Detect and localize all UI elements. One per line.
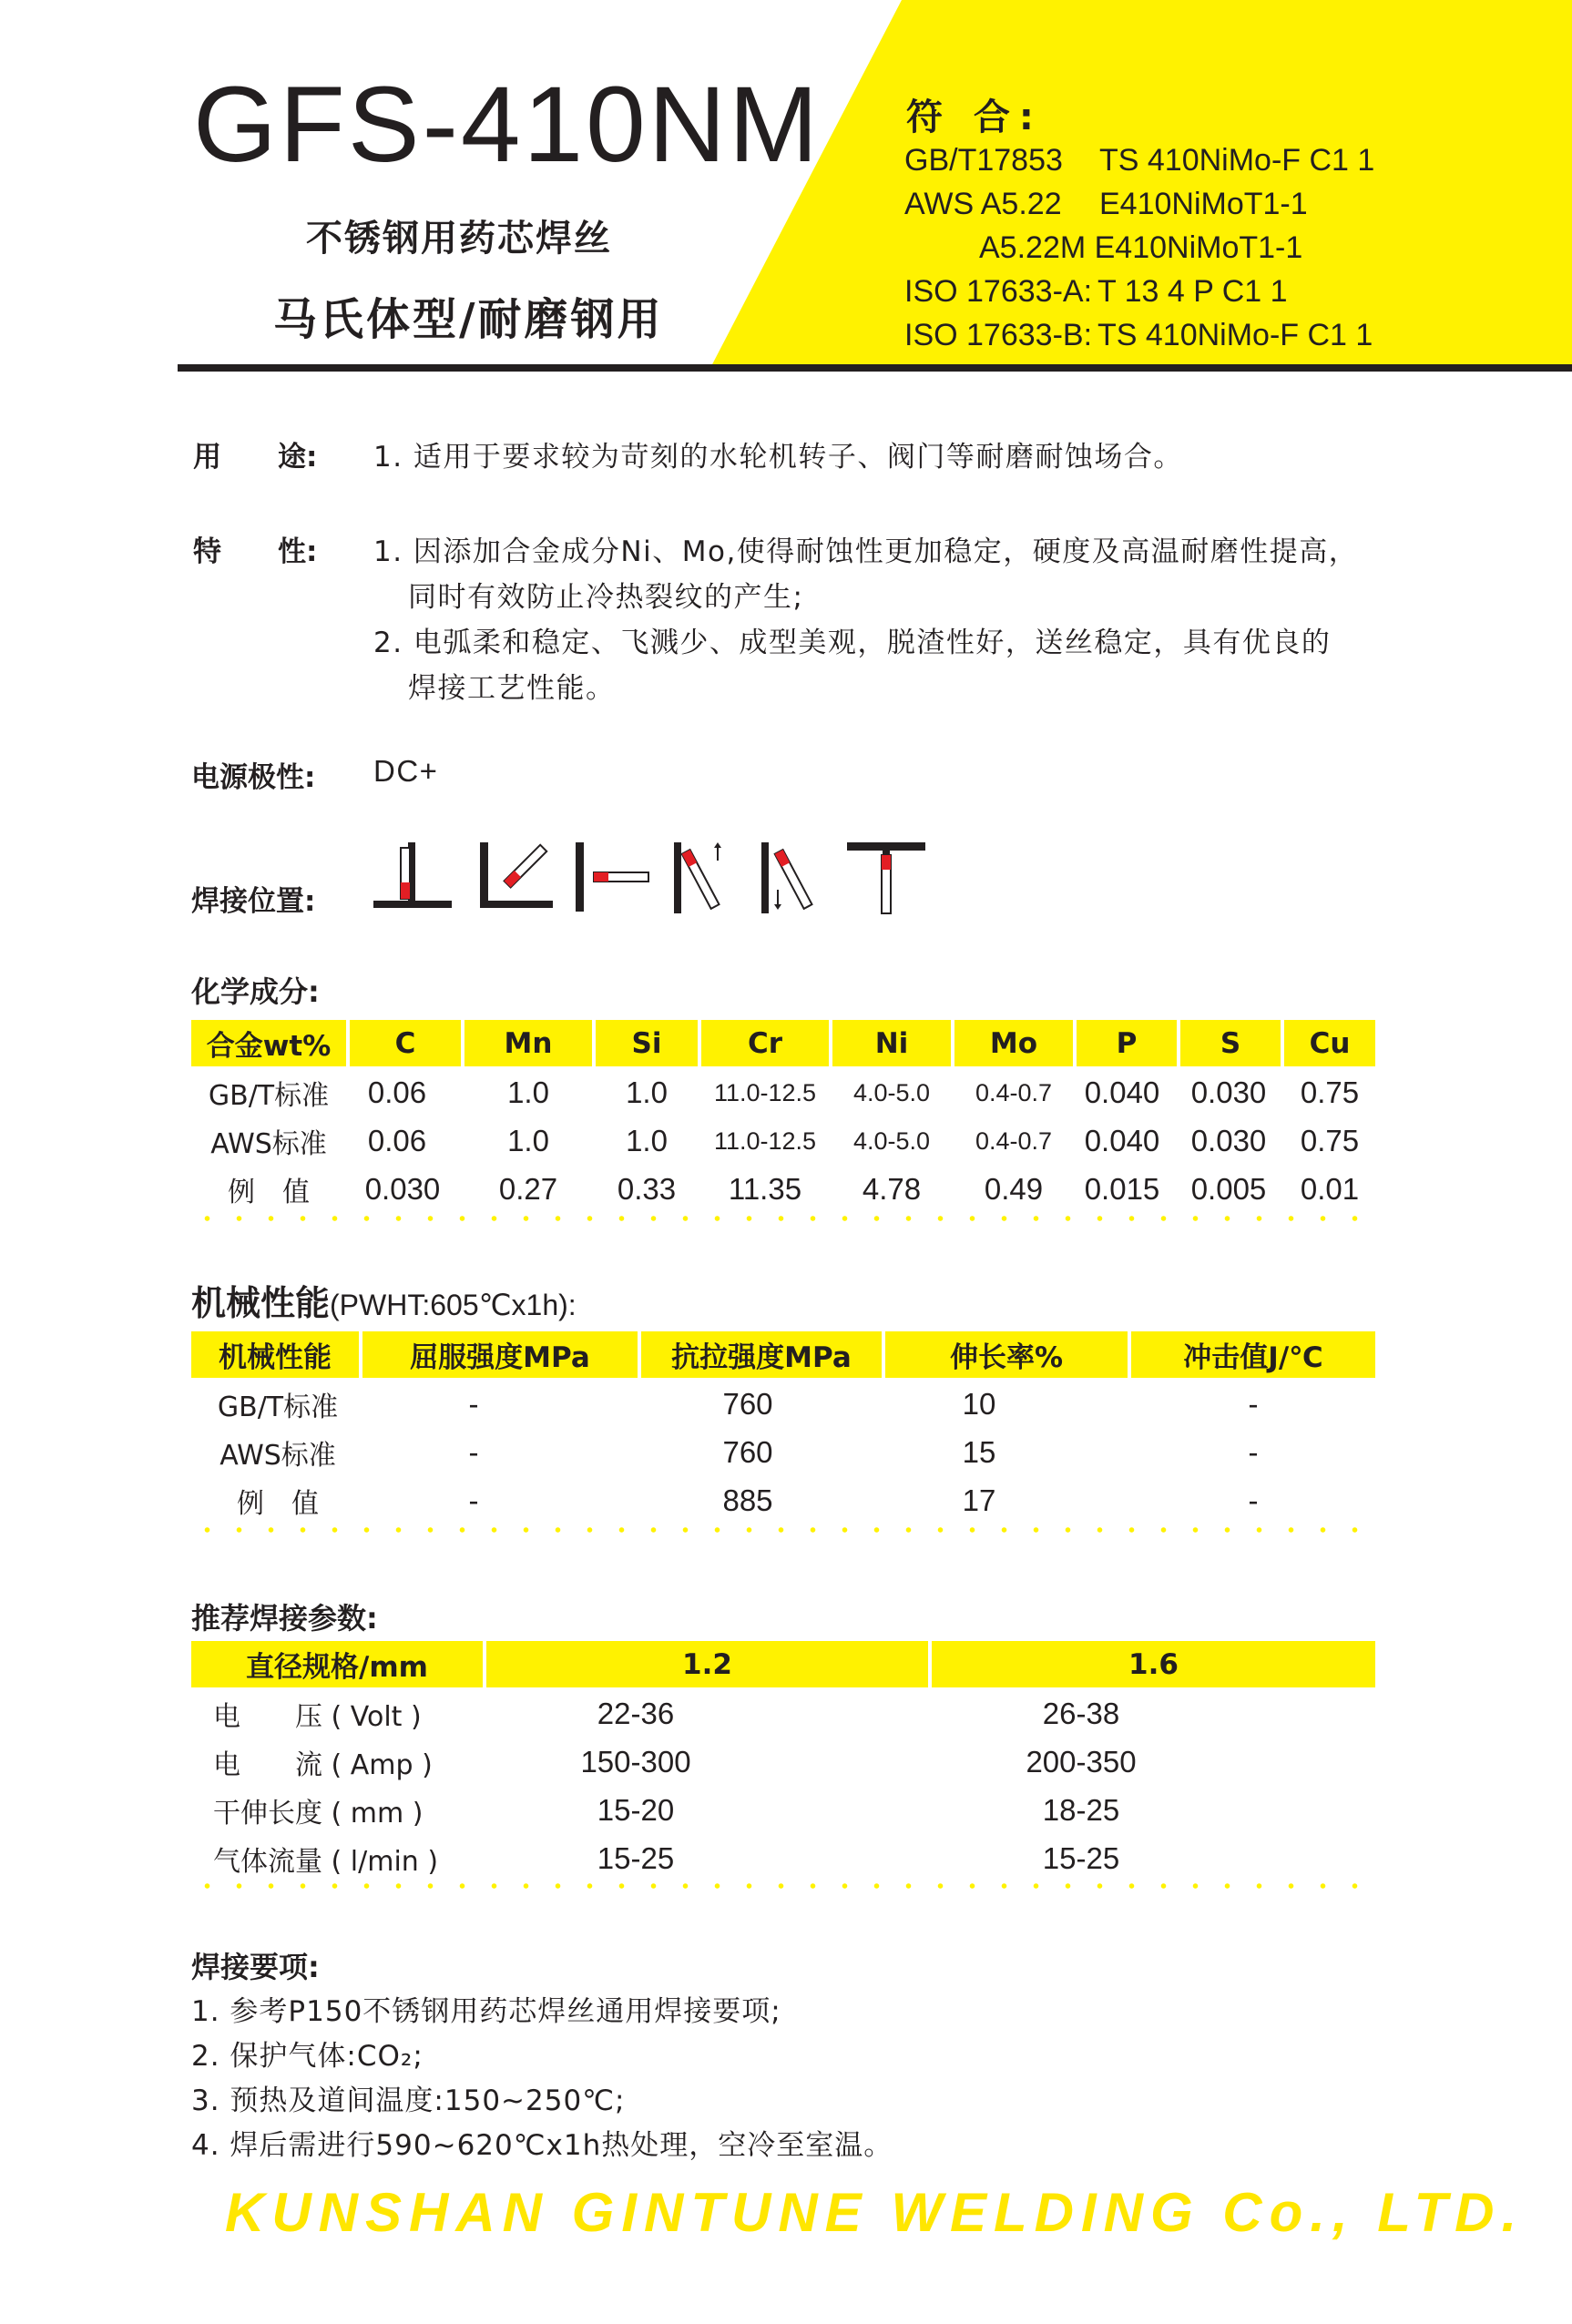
horizontal-position-icon xyxy=(576,842,650,912)
table-cell: 4.0-5.0 xyxy=(852,1078,931,1106)
mechanical-header-yield: 屈服强度MPa xyxy=(362,1331,638,1378)
parameters-header-diameter: 直径规格/mm xyxy=(191,1641,483,1687)
table-cell: 11.35 xyxy=(728,1172,802,1206)
table-cell: 气体流量 ( l/min ) xyxy=(213,1846,439,1878)
mechanical-header-elongation: 伸长率% xyxy=(885,1331,1128,1378)
usage-line-1: 1. 适用于要求较为苛刻的水轮机转子、阀门等耐磨耐蚀场合。 xyxy=(373,441,1183,474)
table-cell: 电 流 ( Amp ) xyxy=(213,1749,433,1781)
parameters-header-1-2: 1.2 xyxy=(486,1641,928,1687)
vertical-down-position-icon xyxy=(761,842,825,913)
table-cell: 26-38 xyxy=(1042,1697,1120,1730)
company-name: KUNSHAN GINTUNE WELDING Co., LTD. xyxy=(225,2182,1525,2243)
table-cell: - xyxy=(1248,1387,1259,1421)
chemical-header-c: C xyxy=(350,1020,461,1066)
notes-title: 焊接要项: xyxy=(191,1950,320,1984)
table-cell: - xyxy=(468,1435,479,1469)
notes-item-1: 1. 参考P150不锈钢用药芯焊丝通用焊接要项; xyxy=(191,1995,781,2028)
table-cell: 干伸长度 ( mm ) xyxy=(213,1798,424,1830)
features-label: 特 性: xyxy=(193,535,318,568)
table-cell: 10 xyxy=(962,1387,996,1421)
features-line-2: 同时有效防止冷热裂纹的产生; xyxy=(408,581,804,614)
mechanical-dotted-divider xyxy=(191,1527,1375,1533)
positions-label: 焊接位置: xyxy=(191,885,316,918)
table-cell: - xyxy=(1248,1483,1259,1517)
notes-item-3: 3. 预热及道间温度:150~250℃; xyxy=(191,2084,626,2117)
mechanical-title: 机械性能 xyxy=(191,1283,331,1323)
table-cell: 0.33 xyxy=(617,1172,677,1206)
table-cell: 22-36 xyxy=(597,1697,675,1730)
table-cell: 0.49 xyxy=(984,1172,1044,1206)
standard-line-1-left: GB/T17853 xyxy=(904,143,1063,178)
parameters-header-1-6: 1.6 xyxy=(932,1641,1375,1687)
notes-item-4: 4. 焊后需进行590~620℃x1h热处理，空冷至室温。 xyxy=(191,2129,893,2162)
table-cell: AWS标准 xyxy=(210,1128,327,1160)
table-cell: 1.0 xyxy=(626,1075,668,1109)
table-cell: 0.030 xyxy=(1190,1075,1267,1109)
table-cell: 电 压 ( Volt ) xyxy=(213,1701,422,1733)
flat-fillet-position-icon xyxy=(373,842,452,912)
chemical-header-alloy: 合金wt% xyxy=(191,1020,346,1066)
chemical-table xyxy=(191,1020,1375,1220)
table-cell: 4.78 xyxy=(862,1172,922,1206)
product-subtitle: 不锈钢用药芯焊丝 xyxy=(306,218,612,260)
mechanical-title-group xyxy=(191,1275,577,1325)
chemical-header-mo: Mo xyxy=(954,1020,1073,1066)
polarity-label: 电源极性: xyxy=(191,761,316,794)
chemical-title: 化学成分: xyxy=(191,974,320,1009)
table-cell: 200-350 xyxy=(1026,1745,1137,1779)
vertical-up-position-icon xyxy=(674,842,738,913)
table-cell: 0.01 xyxy=(1300,1172,1360,1206)
chemical-header-ni: Ni xyxy=(832,1020,951,1066)
standard-line-1-right: TS 410NiMo-F C1 1 xyxy=(1099,143,1375,178)
table-cell: 0.75 xyxy=(1300,1075,1360,1109)
header-divider xyxy=(178,364,1572,372)
table-cell: 0.040 xyxy=(1084,1124,1160,1157)
mechanical-title-note: (PWHT:605℃x1h): xyxy=(330,1289,577,1321)
product-category: 马氏体型/耐磨钢用 xyxy=(273,294,664,345)
table-cell: GB/T标准 xyxy=(217,1391,339,1423)
features-line-3: 2. 电弧柔和稳定、飞溅少、成型美观，脱渣性好，送丝稳定，具有优良的 xyxy=(373,627,1332,659)
table-cell: 例 值 xyxy=(237,1488,319,1520)
table-cell: 0.015 xyxy=(1084,1172,1160,1206)
table-cell: GB/T标准 xyxy=(208,1080,330,1112)
chemical-header-cr: Cr xyxy=(701,1020,829,1066)
table-cell: 0.06 xyxy=(367,1075,427,1109)
standard-line-2-left: AWS A5.22 xyxy=(904,187,1062,221)
table-cell: 1.0 xyxy=(507,1075,549,1109)
features-line-4: 焊接工艺性能。 xyxy=(408,672,616,705)
table-cell: 0.4-0.7 xyxy=(975,1078,1053,1106)
standard-line-4-right: T 13 4 P C1 1 xyxy=(1097,274,1288,309)
chemical-dotted-divider xyxy=(191,1216,1375,1221)
table-cell: 11.0-12.5 xyxy=(713,1078,817,1106)
features-line-1: 1. 因添加合金成分Ni、Mo,使得耐蚀性更加稳定，硬度及高温耐磨性提高， xyxy=(373,535,1359,568)
notes-item-2: 2. 保护气体:CO₂; xyxy=(191,2040,424,2073)
table-cell: 0.005 xyxy=(1190,1172,1267,1206)
table-cell: 15-25 xyxy=(1042,1841,1120,1875)
table-cell: 15-20 xyxy=(597,1793,675,1827)
polarity-value: DC+ xyxy=(373,754,439,788)
overhead-position-icon xyxy=(847,842,925,915)
chemical-header-si: Si xyxy=(596,1020,698,1066)
table-cell: 15 xyxy=(962,1435,996,1469)
table-cell: 760 xyxy=(722,1435,773,1469)
table-cell: 11.0-12.5 xyxy=(713,1126,817,1155)
parameters-title: 推荐焊接参数: xyxy=(191,1601,378,1636)
table-cell: 760 xyxy=(722,1387,773,1421)
table-cell: - xyxy=(468,1387,479,1421)
chemical-header-mn: Mn xyxy=(464,1020,592,1066)
parameters-table xyxy=(191,1641,1375,1887)
table-cell: 0.040 xyxy=(1084,1075,1160,1109)
table-cell: 0.06 xyxy=(367,1124,427,1157)
table-cell: 18-25 xyxy=(1042,1793,1120,1827)
standard-line-5-left: ISO 17633-B: xyxy=(904,318,1093,352)
table-cell: AWS标准 xyxy=(219,1440,336,1472)
usage-label: 用 途: xyxy=(193,441,318,474)
table-cell: 885 xyxy=(722,1483,773,1517)
product-title: GFS-410NM xyxy=(193,65,822,185)
table-cell: 0.4-0.7 xyxy=(975,1126,1053,1155)
table-cell: 150-300 xyxy=(580,1745,691,1779)
mechanical-header-tensile: 抗拉强度MPa xyxy=(641,1331,882,1378)
mechanical-header-property: 机械性能 xyxy=(191,1331,359,1378)
parameters-dotted-divider xyxy=(191,1883,1375,1889)
table-cell: - xyxy=(1248,1435,1259,1469)
table-cell: 1.0 xyxy=(507,1124,549,1157)
horizontal-fillet-position-icon xyxy=(480,842,553,912)
chemical-header-cu: Cu xyxy=(1284,1020,1375,1066)
standard-line-4-left: ISO 17633-A: xyxy=(904,274,1093,309)
table-cell: 0.030 xyxy=(1190,1124,1267,1157)
chemical-header-p: P xyxy=(1077,1020,1177,1066)
mechanical-table xyxy=(191,1331,1375,1532)
table-cell: 0.75 xyxy=(1300,1124,1360,1157)
standard-line-5-right: TS 410NiMo-F C1 1 xyxy=(1097,318,1373,352)
mechanical-header-impact: 冲击值J/℃ xyxy=(1131,1331,1375,1378)
standard-line-2-right: E410NiMoT1-1 xyxy=(1099,187,1308,221)
table-cell: 0.030 xyxy=(364,1172,441,1206)
table-cell: - xyxy=(468,1483,479,1517)
table-cell: 例 值 xyxy=(228,1177,310,1208)
standards-heading: 符 合: xyxy=(906,97,1043,138)
table-cell: 15-25 xyxy=(597,1841,675,1875)
table-cell: 4.0-5.0 xyxy=(852,1126,931,1155)
table-cell: 1.0 xyxy=(626,1124,668,1157)
chemical-header-s: S xyxy=(1180,1020,1281,1066)
table-cell: 0.27 xyxy=(498,1172,558,1206)
table-cell: 17 xyxy=(962,1483,996,1517)
standard-line-3-right: A5.22M E410NiMoT1-1 xyxy=(979,230,1303,265)
